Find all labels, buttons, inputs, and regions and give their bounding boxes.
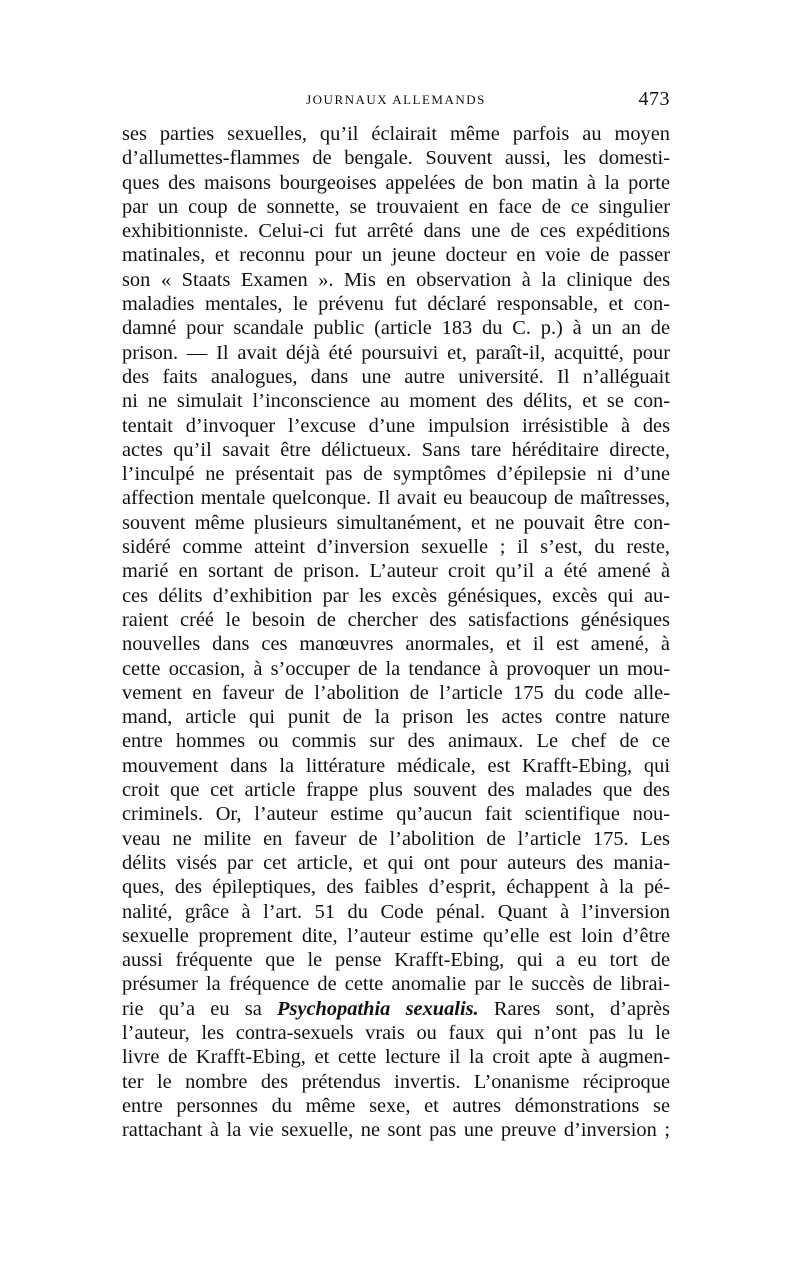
text-line: mand, article qui punit de la prison les actes contre nature xyxy=(122,706,670,729)
page-number: 473 xyxy=(638,88,670,110)
text-line: exhibitionniste. Celui-ci fut arrêté dans une de ces expéditions xyxy=(122,220,670,243)
text-line: nalité, grâce à l’art. 51 du Code pénal. Quant à l’inversion xyxy=(122,900,670,923)
text-line: sexuelle proprement dite, l’auteur estime qu’elle est loin d’être xyxy=(122,924,670,947)
text-line: ter le nombre des prétendus invertis. L’onanisme réciproque xyxy=(122,1070,670,1093)
text-line: prison. — Il avait déjà été poursuivi et, paraît-il, acquitté, pour xyxy=(122,341,670,364)
text-line: veau ne milite en faveur de l’abolition de l’article 175. Les xyxy=(122,827,670,850)
text-line: par un coup de sonnette, se trouvaient en face de ce singulier xyxy=(122,195,670,218)
text-line: entre hommes ou commis sur des animaux. Le chef de ce xyxy=(122,730,670,753)
book-page xyxy=(122,88,670,1142)
text-line: des faits analogues, dans une autre université. Il n’alléguait xyxy=(122,365,670,388)
text-line: raient créé le besoin de chercher des satisfactions génésiques xyxy=(122,608,670,631)
text-line: ques, des épileptiques, des faibles d’esprit, échappent à la pé- xyxy=(122,876,670,899)
text-line: damné pour scandale public (article 183 du C. p.) à un an de xyxy=(122,317,670,340)
text-line: croit que cet article frappe plus souvent des malades que des xyxy=(122,779,670,802)
text-line-with-title xyxy=(122,997,670,1021)
body-text xyxy=(122,122,670,1142)
text-line: actes qu’il savait être délictueux. Sans tare héréditaire directe, xyxy=(122,438,670,461)
text-line: aussi fréquente que le pense Krafft-Ebing, qui a eu tort de xyxy=(122,949,670,972)
text-line: vement en faveur de l’abolition de l’article 175 du code alle- xyxy=(122,681,670,704)
text-line: livre de Krafft-Ebing, et cette lecture il la croit apte à augmen- xyxy=(122,1046,670,1069)
text-line: cette occasion, à s’occuper de la tendance à provoquer un mou- xyxy=(122,657,670,680)
text-line: mouvement dans la littérature médicale, est Krafft-Ebing, qui xyxy=(122,754,670,777)
text-line: délits visés par cet article, et qui ont pour auteurs des mania- xyxy=(122,851,670,874)
text-line: affection mentale quelconque. Il avait eu beaucoup de maîtresses, xyxy=(122,487,670,510)
text-line: marié en sortant de prison. L’auteur croit qu’il a été amené à xyxy=(122,560,670,583)
text-line: matinales, et reconnu pour un jeune docteur en voie de passer xyxy=(122,244,670,267)
text-line: criminels. Or, l’auteur estime qu’aucun fait scientifique nou- xyxy=(122,803,670,826)
text-line: souvent même plusieurs simultanément, et ne pouvait être con- xyxy=(122,511,670,534)
text-line: l’inculpé ne présentait pas de symptômes d’épilepsie ni d’une xyxy=(122,463,670,486)
text-line: rattachant à la vie sexuelle, ne sont pas une preuve d’inversion ; xyxy=(122,1119,670,1142)
text-line: ni ne simulait l’inconscience au moment des délits, et se con- xyxy=(122,390,670,413)
text-line: sidéré comme atteint d’inversion sexuelle ; il s’est, du reste, xyxy=(122,536,670,559)
text-fragment: rie qu’a eu sa xyxy=(122,997,262,1020)
text-line: d’allumettes-flammes de bengale. Souvent aussi, les domesti- xyxy=(122,147,670,170)
text-line: l’auteur, les contra-sexuels vrais ou faux qui n’ont pas lu le xyxy=(122,1021,670,1044)
text-line: nouvelles dans ces manœuvres anormales, et il est amené, à xyxy=(122,633,670,656)
text-line: son « Staats Examen ». Mis en observation à la clinique des xyxy=(122,268,670,291)
text-line: tentait d’invoquer l’excuse d’une impulsion irrésistible à des xyxy=(122,414,670,437)
text-line: ces délits d’exhibition par les excès génésiques, excès qui au- xyxy=(122,584,670,607)
text-line: maladies mentales, le prévenu fut déclaré responsable, et con- xyxy=(122,293,670,316)
text-line: présumer la fréquence de cette anomalie par le succès de librai- xyxy=(122,973,670,996)
text-line: entre personnes du même sexe, et autres démonstrations se xyxy=(122,1094,670,1117)
text-fragment: Rares sont, d’après xyxy=(478,997,670,1020)
text-line: ques des maisons bourgeoises appelées de bon matin à la porte xyxy=(122,171,670,194)
running-head: JOURNAUX ALLEMANDS xyxy=(306,92,486,107)
page-header xyxy=(122,88,670,122)
book-title: Psychopathia sexualis. xyxy=(277,997,479,1020)
text-line: ses parties sexuelles, qu’il éclairait même parfois au moyen xyxy=(122,123,670,145)
